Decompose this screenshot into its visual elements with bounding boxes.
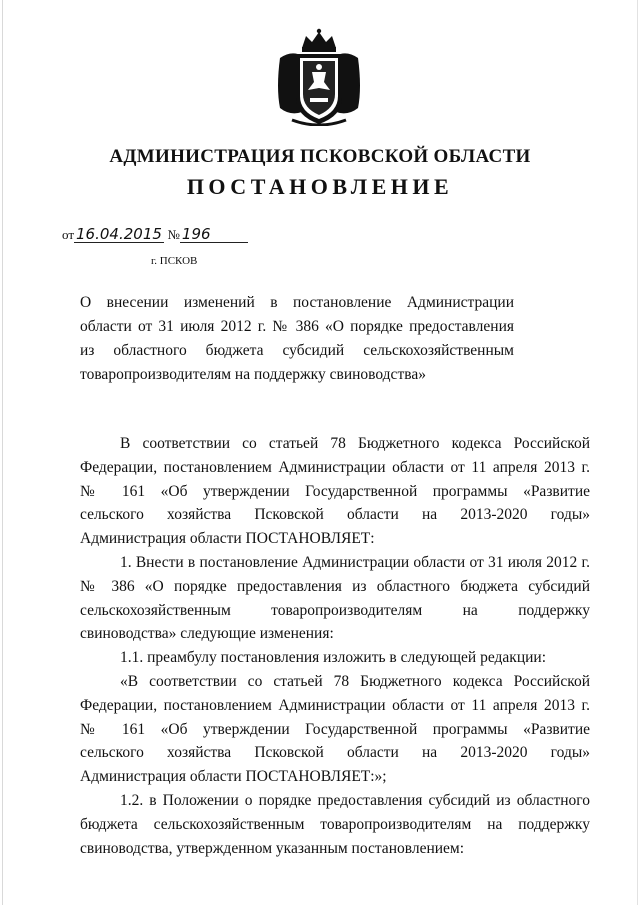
body-line: сельскохозяйственным товаропроизводителям на поддержку xyxy=(80,601,590,619)
date-number-line xyxy=(62,226,248,244)
body-text xyxy=(80,432,590,860)
body-line: 1.1. преамбулу постановления изложить в следующей редакции: xyxy=(120,649,547,667)
pskov-coat-of-arms-icon xyxy=(272,28,366,126)
body-line: № 161 «Об утверждении Государственной программы «Развитие xyxy=(80,482,590,500)
number-prefix: № xyxy=(167,227,180,242)
document-type-title: ПОСТАНОВЛЕНИЕ xyxy=(186,174,454,199)
body-line: «В соответствии со статьей 78 Бюджетного кодекса Российской xyxy=(120,672,590,690)
body-line: бюджета сельскохозяйственным товаропроизводителям на поддержку xyxy=(80,815,590,833)
body-line: сельского хозяйства Псковской области на 2013-2020 годы» xyxy=(80,506,590,524)
body-line: сельского хозяйства Псковской области на 2013-2020 годы» xyxy=(80,744,590,762)
body-line: свиноводства» следующие изменения: xyxy=(80,625,334,643)
city-label: г. ПСКОВ xyxy=(151,255,198,267)
organization-title: АДМИНИСТРАЦИЯ ПСКОВСКОЙ ОБЛАСТИ xyxy=(109,146,531,167)
body-line: Администрация области ПОСТАНОВЛЯЕТ: xyxy=(80,530,375,548)
scan-edge-right xyxy=(637,0,638,905)
body-line: Федерации, постановлением Администрации области от 11 апреля 2013 г. xyxy=(80,458,590,476)
subject-block xyxy=(80,291,514,387)
body-line: Федерации, постановлением Администрации области от 11 апреля 2013 г. xyxy=(80,696,590,714)
date-handwritten: 16.04.2015 xyxy=(74,226,164,243)
body-line: № 386 «О порядке предоставления из областного бюджета субсидий xyxy=(80,577,590,595)
body-line: № 161 «Об утверждении Государственной программы «Развитие xyxy=(80,720,590,738)
subject-line: из областного бюджета субсидий сельскохозяйственным xyxy=(80,342,514,359)
body-line: свиноводства, утвержденном указанным постановлением: xyxy=(80,839,465,857)
subject-line: О внесении изменений в постановление Администрации xyxy=(80,294,514,311)
body-line: Администрация области ПОСТАНОВЛЯЕТ:»; xyxy=(80,768,387,786)
body-line: 1.2. в Положении о порядке предоставления субсидий из областного xyxy=(120,791,590,809)
subject-line: товаропроизводителям на поддержку свиноводства» xyxy=(80,366,426,383)
body-line: 1. Внести в постановление Администрации области от 31 июля 2012 г. xyxy=(120,553,590,571)
scan-edge-left xyxy=(2,0,3,905)
number-handwritten: 196 xyxy=(180,226,248,243)
date-prefix: от xyxy=(62,227,75,242)
subject-line: области от 31 июля 2012 г. № 386 «О порядке предоставления xyxy=(80,318,514,335)
body-line: В соответствии со статьей 78 Бюджетного кодекса Российской xyxy=(120,435,590,452)
